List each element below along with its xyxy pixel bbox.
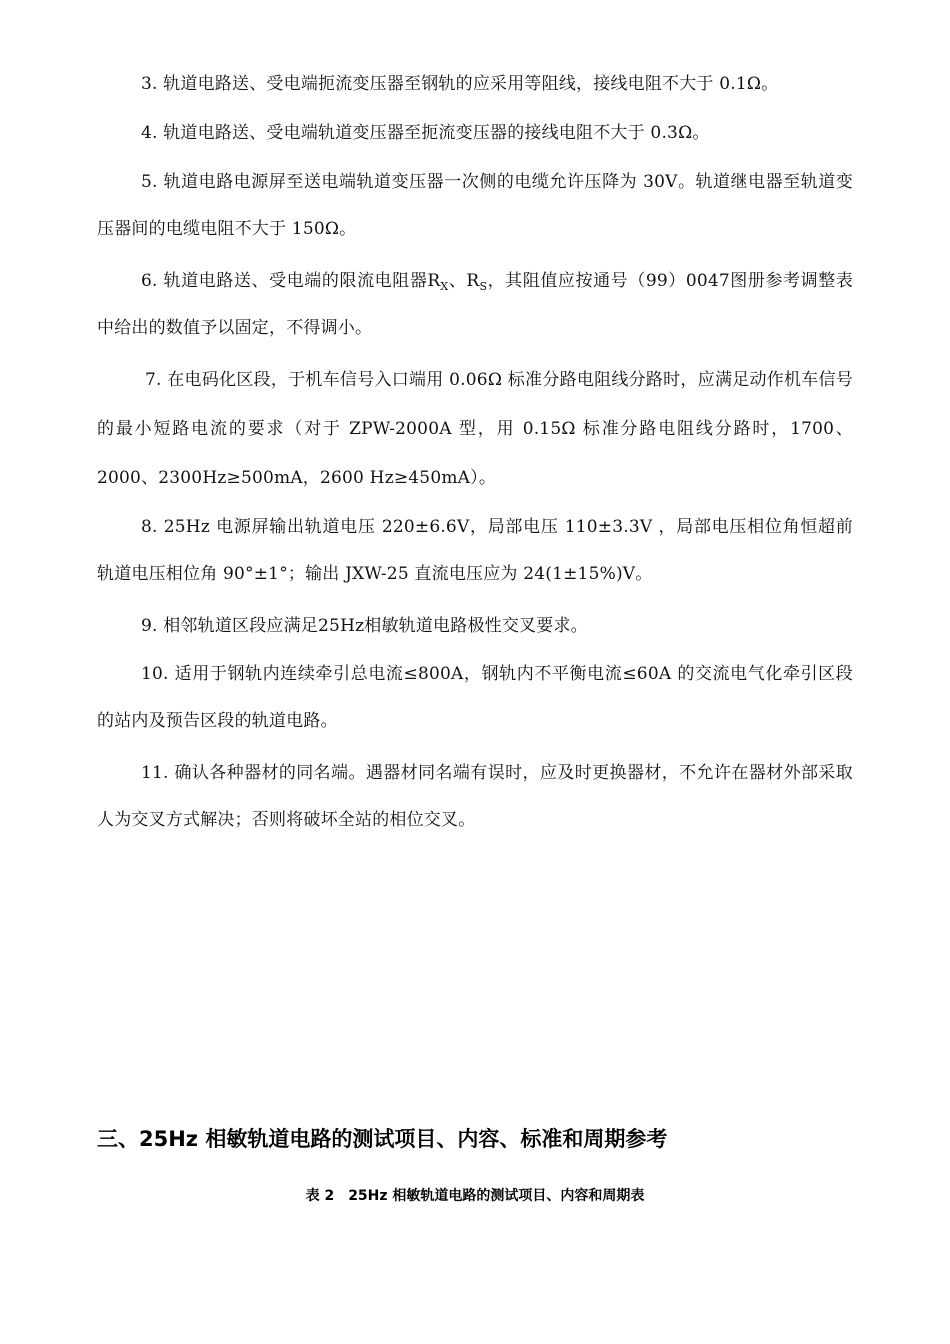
item-text: 轨道电路送、受电端扼流变压器至钢轨的应采用等阻线，接线电阻不大于 0.1Ω。	[163, 74, 779, 94]
item-text: 在电码化区段，于机车信号入口端用 0.06Ω 标准分路电阻线分路时，应满足动作机车信号的最小短路电流的要求（对于 ZPW-2000A 型，用 0.15Ω 标准分路电阻线分路时，1700、2000、2300Hz≥500mA，2600 Hz≥450mA）。	[97, 370, 853, 488]
item-number: 3.	[141, 74, 158, 94]
item-text: 相邻轨道区段应满足25Hz相敏轨道电路极性交叉要求。	[163, 616, 588, 636]
section-heading: 三、25Hz 相敏轨道电路的测试项目、内容、标准和周期参考	[97, 1127, 668, 1151]
item-number: 5.	[141, 172, 158, 192]
paragraph-item-6	[97, 258, 853, 352]
item-number: 11.	[141, 763, 169, 783]
paragraph-item-8	[97, 504, 853, 598]
item-text: 适用于钢轨内连续牵引总电流≤800A，钢轨内不平衡电流≤60A 的交流电气化牵引区段的站内及预告区段的轨道电路。	[97, 664, 853, 731]
subscript-x: X	[440, 280, 449, 293]
paragraph-item-9	[97, 603, 853, 650]
item-text-middle: 、R	[448, 271, 480, 291]
item-text: 确认各种器材的同名端。遇器材同名端有误时，应及时更换器材，不允许在器材外部采取人为交叉方式解决；否则将破坏全站的相位交叉。	[97, 763, 853, 830]
item-number: 6.	[141, 271, 158, 291]
item-number: 4.	[141, 123, 158, 143]
item-text: 25Hz 电源屏输出轨道电压 220±6.6V，局部电压 110±3.3V ，局部电压相位角恒超前轨道电压相位角 90°±1°；输出 JXW-25 直流电压应为 24(1±15%)V。	[97, 517, 853, 584]
paragraph-item-4	[97, 110, 853, 157]
paragraph-item-11	[97, 750, 853, 844]
item-number: 7.	[145, 370, 162, 390]
item-number: 8.	[141, 517, 158, 537]
item-number: 9.	[141, 616, 158, 636]
item-number: 10.	[141, 664, 169, 684]
subscript-s: S	[479, 280, 488, 293]
paragraph-item-7	[97, 356, 853, 503]
item-text-after: ，其阻值应按通号（99）0047图册参考调整表中给出的数值予以固定，不得调小。	[97, 271, 854, 338]
item-text: 轨道电路电源屏至送电端轨道变压器一次侧的电缆允许压降为 30V。轨道继电器至轨道变压器间的电缆电阻不大于 150Ω。	[97, 172, 853, 239]
item-text: 轨道电路送、受电端轨道变压器至扼流变压器的接线电阻不大于 0.3Ω。	[163, 123, 710, 143]
paragraph-item-10	[97, 651, 853, 745]
item-text-before: 轨道电路送、受电端的限流电阻器R	[163, 271, 441, 291]
paragraph-item-5	[97, 159, 853, 253]
paragraph-item-3	[97, 61, 853, 108]
table-caption: 表 2 25Hz 相敏轨道电路的测试项目、内容和周期表	[305, 1188, 645, 1204]
